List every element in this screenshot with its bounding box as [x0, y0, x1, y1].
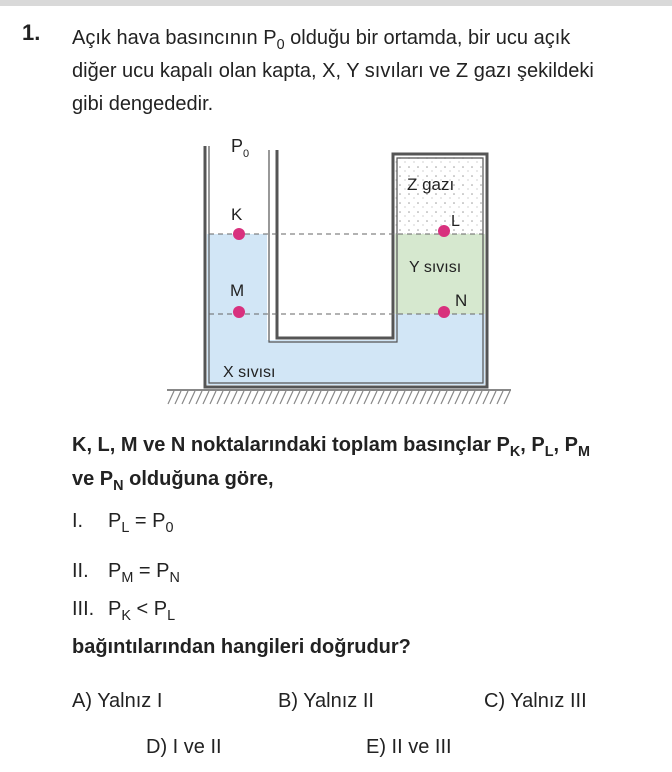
- prompt-line-1: K, L, M ve N noktalarındaki toplam basınçlar $P_K$, $P_L$, $P_M$: [72, 434, 590, 461]
- ground-hatch-mark: [455, 391, 461, 404]
- choice-a[interactable]: A) Yalnız I: [72, 690, 163, 712]
- ground-hatch-mark: [203, 391, 209, 404]
- choice-d[interactable]: D) I ve II: [146, 736, 222, 758]
- ground-hatch-mark: [364, 391, 370, 404]
- ground-hatch-mark: [294, 391, 300, 404]
- question-stem: [72, 22, 657, 121]
- ground-hatch-mark: [406, 391, 412, 404]
- top-divider: [0, 0, 672, 6]
- ground-hatch-mark: [490, 391, 496, 404]
- ground-hatch-mark: [252, 391, 258, 404]
- question-ask: bağıntılarından hangileri doğrudur?: [72, 636, 411, 658]
- prompt-line-2: ve $P_N$ olduğuna göre,: [72, 468, 274, 495]
- point-l: [438, 225, 450, 237]
- statement-2: II. $P_M = P_N$: [72, 560, 180, 587]
- ground-hatch-mark: [483, 391, 489, 404]
- ground-hatch-mark: [413, 391, 419, 404]
- point-m: [233, 306, 245, 318]
- ground-hatch-mark: [504, 391, 510, 404]
- statement-3: III. $P_K < P_L$: [72, 598, 176, 625]
- ground-hatch-mark: [497, 391, 503, 404]
- ground-hatch-mark: [210, 391, 216, 404]
- ground-hatch-mark: [273, 391, 279, 404]
- label-n: N: [455, 291, 468, 310]
- ground-hatch-mark: [224, 391, 230, 404]
- ground-hatch-mark: [448, 391, 454, 404]
- ground-hatch-mark: [371, 391, 377, 404]
- z-gas-region: [395, 156, 485, 234]
- ground-hatch-mark: [280, 391, 286, 404]
- ground-hatch-mark: [462, 391, 468, 404]
- question-number: 1.: [22, 20, 41, 45]
- ground-hatch-mark: [434, 391, 440, 404]
- stem-line-3: gibi dengededir.: [72, 93, 214, 115]
- ground-hatch-mark: [196, 391, 202, 404]
- ground-hatch-mark: [259, 391, 265, 404]
- ground-hatch-mark: [469, 391, 475, 404]
- ground-hatch-mark: [266, 391, 272, 404]
- ground-hatch-mark: [343, 391, 349, 404]
- ground-hatch-mark: [399, 391, 405, 404]
- ground-hatch-mark: [182, 391, 188, 404]
- ground-hatch-mark: [231, 391, 237, 404]
- ground-hatch-mark: [392, 391, 398, 404]
- container-diagram: [155, 128, 515, 413]
- stem-line-1: Açık hava basıncının $P_0$ olduğu bir ortamda, bir ucu açık: [72, 27, 571, 54]
- ground-hatch-mark: [350, 391, 356, 404]
- ground-hatch-mark: [245, 391, 251, 404]
- ground-hatch-mark: [217, 391, 223, 404]
- point-k: [233, 228, 245, 240]
- ground-hatch-mark: [301, 391, 307, 404]
- ground-hatch-mark: [476, 391, 482, 404]
- ground-hatch-mark: [175, 391, 181, 404]
- choice-e[interactable]: E) II ve III: [366, 736, 452, 758]
- ground-hatch-mark: [189, 391, 195, 404]
- statement-1: I. $P_L = P_0$: [72, 510, 174, 537]
- ground-hatch-mark: [308, 391, 314, 404]
- ground-hatch-mark: [385, 391, 391, 404]
- label-k: K: [231, 205, 243, 224]
- ground-hatching: [168, 391, 510, 404]
- ground-hatch-mark: [238, 391, 244, 404]
- ground-hatch-mark: [357, 391, 363, 404]
- ground-hatch-mark: [322, 391, 328, 404]
- ground-hatch-mark: [420, 391, 426, 404]
- label-z-gas: Z gazı: [407, 175, 455, 194]
- question-prompt: [72, 428, 662, 496]
- label-x-liquid: X sıvısı: [223, 364, 276, 381]
- label-p0: $P_0$: [231, 136, 250, 160]
- ground-hatch-mark: [441, 391, 447, 404]
- label-m: M: [230, 281, 245, 300]
- label-y-liquid: Y sıvısı: [409, 259, 462, 276]
- choice-b[interactable]: B) Yalnız II: [278, 690, 374, 712]
- choice-c[interactable]: C) Yalnız III: [484, 690, 587, 712]
- stem-line-2: diğer ucu kapalı olan kapta, X, Y sıvıları ve Z gazı şekildeki: [72, 60, 594, 82]
- ground-hatch-mark: [315, 391, 321, 404]
- ground-hatch-mark: [378, 391, 384, 404]
- ground-hatch-mark: [329, 391, 335, 404]
- ground-hatch-mark: [336, 391, 342, 404]
- point-n: [438, 306, 450, 318]
- label-l: L: [451, 213, 460, 230]
- ground-hatch-mark: [287, 391, 293, 404]
- ground-hatch-mark: [427, 391, 433, 404]
- ground-hatch-mark: [168, 391, 174, 404]
